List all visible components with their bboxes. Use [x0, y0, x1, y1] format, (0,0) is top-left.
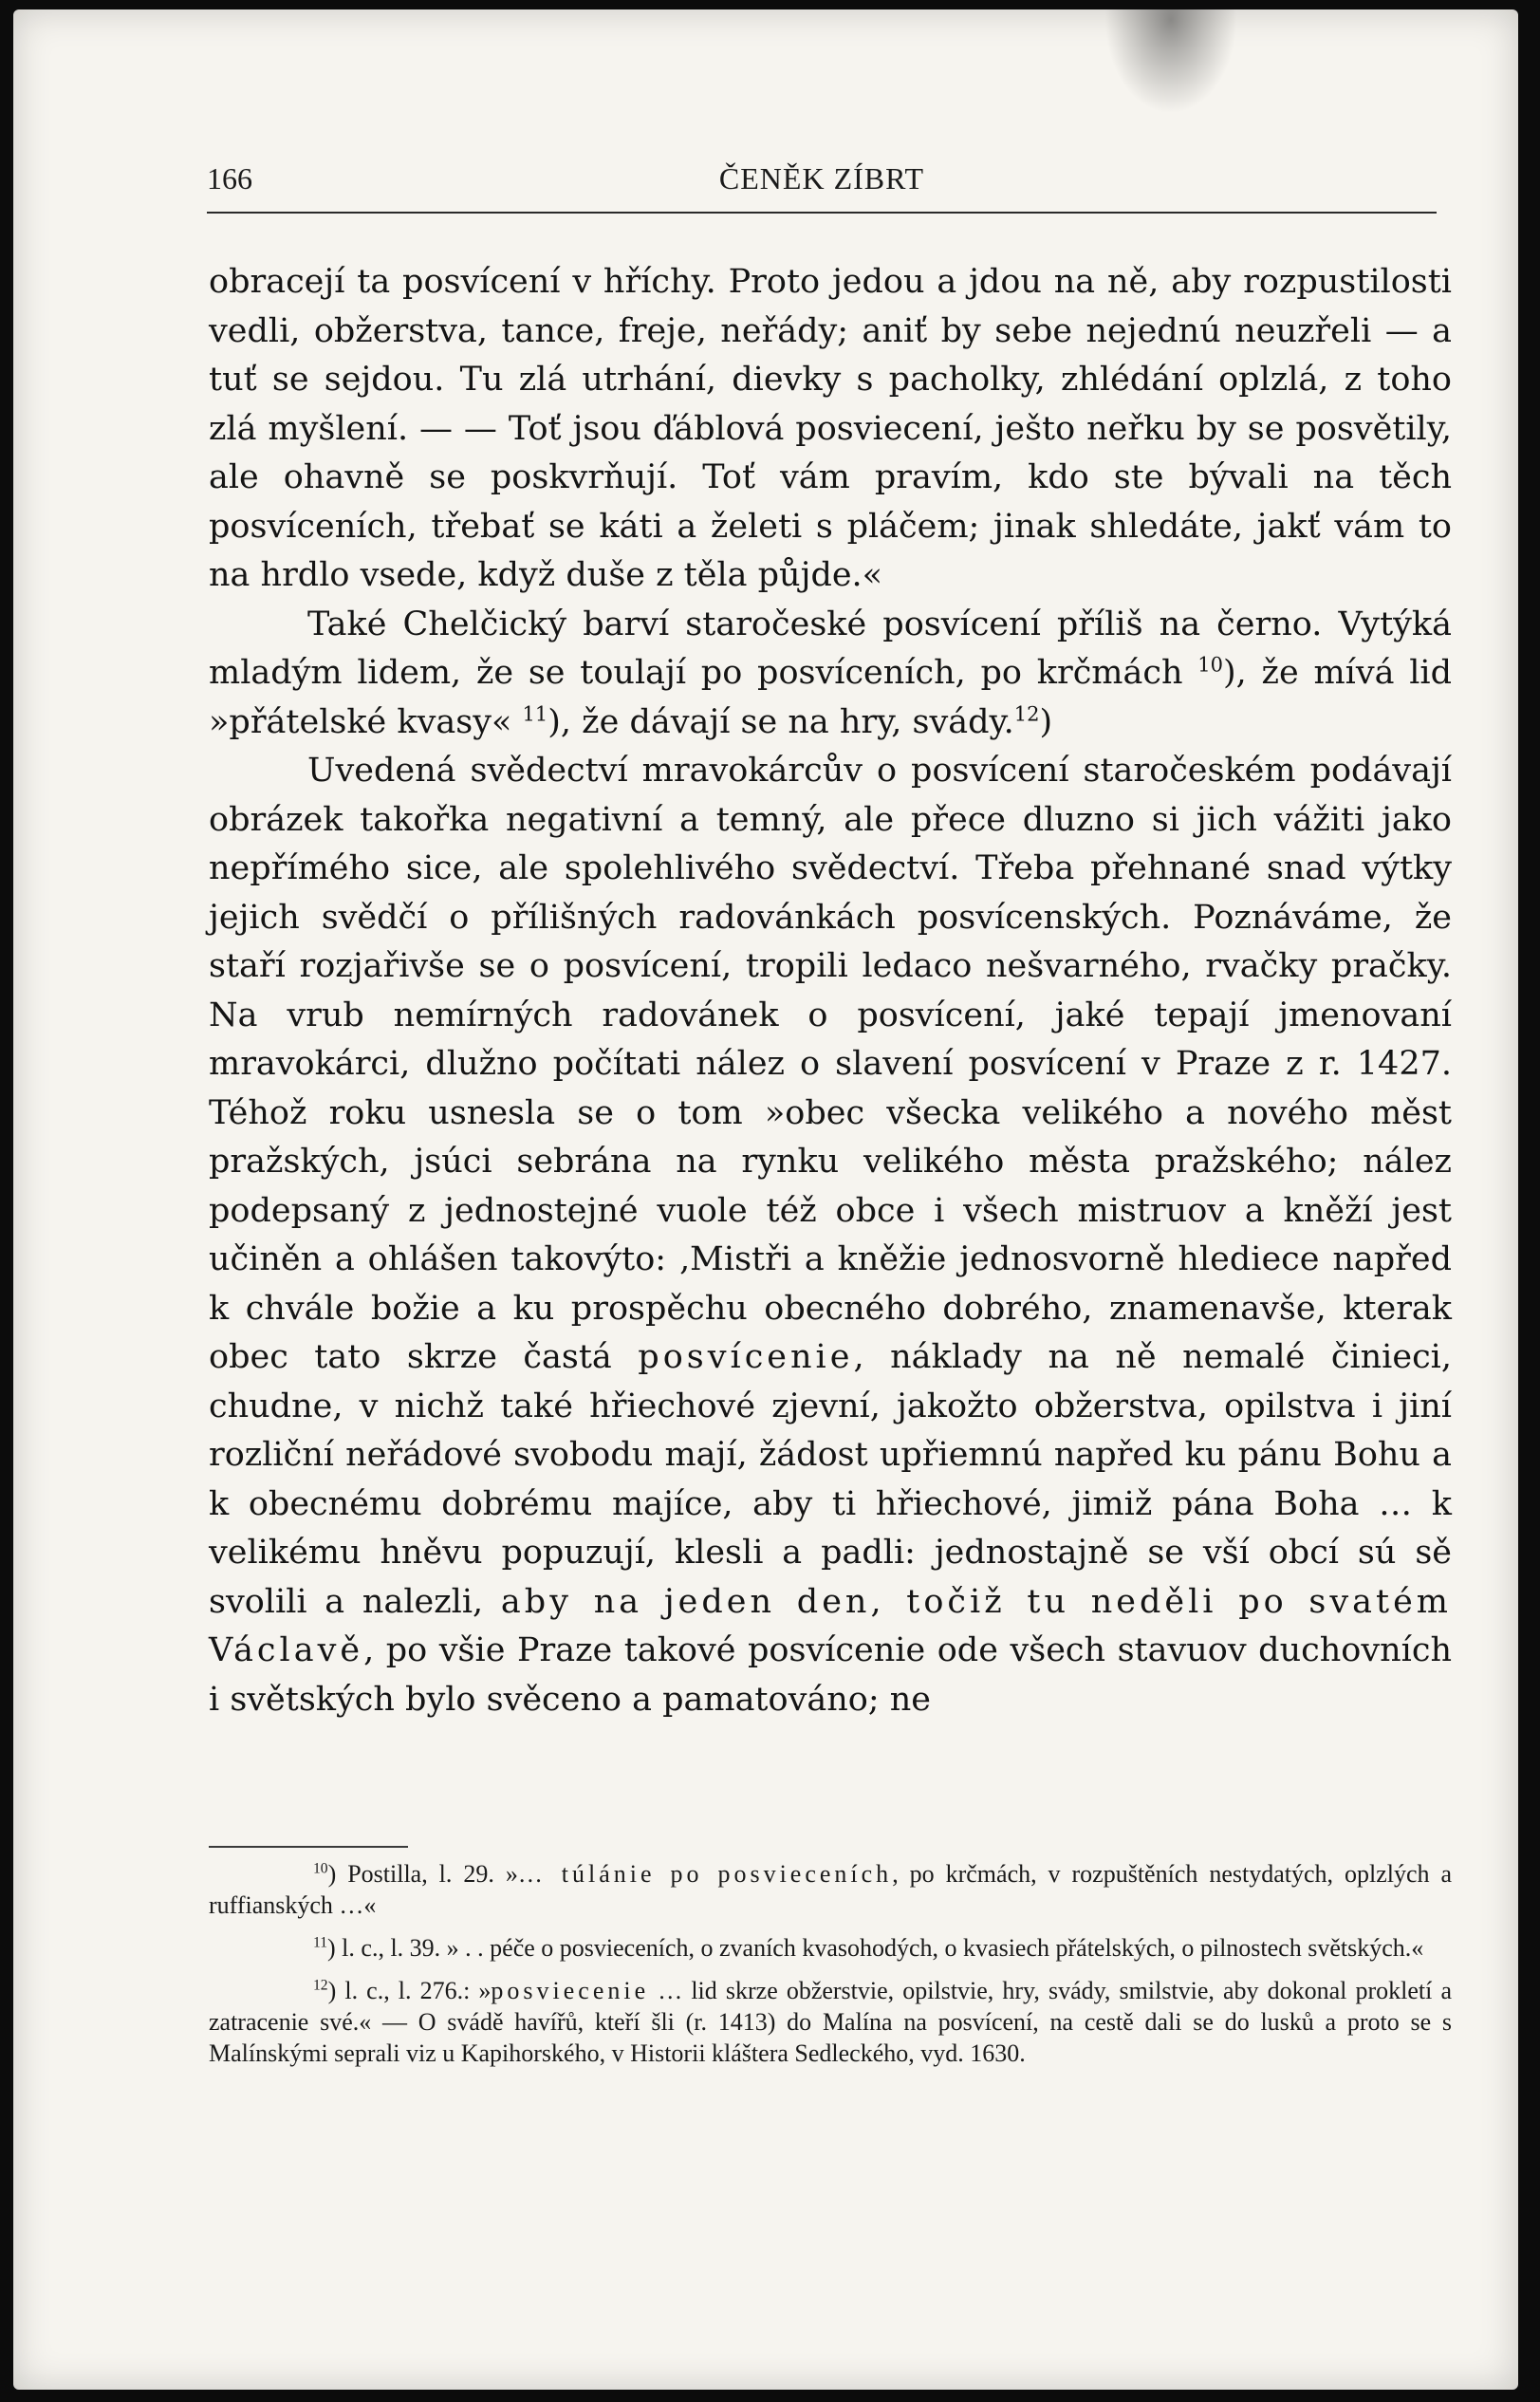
footnote-10-rest: , po krčmách, v rozpuštěních nestydatých, oplzlých a ruffianských …«	[209, 1860, 1452, 1919]
paragraph-2	[209, 601, 1452, 748]
footnote-mark-12: 12	[1013, 701, 1040, 725]
paragraph-2-text-b: ), že mívá lid »přátelské kvasy«	[209, 654, 1453, 741]
scan-smudge	[1104, 9, 1237, 114]
paragraph-3-text-b: , náklady na ně nemalé činieci, chudne, v nichž také hřiechové zjevní, jakožto obžerstva, opilstva i jiní rozliční neřádové svobodu mají, žádost upřiemnú napřed ku pánu Bohu a k obecnému dobrému majíce, aby ti hřiechové, jimiž pána Boha … k velikému hněvu popuzují, klesli a padli: jednostajně se vší obcí sú sě svolili a nalezli,	[209, 1338, 1452, 1621]
footnote-12	[209, 1975, 1452, 2069]
main-text	[209, 258, 1452, 1724]
footnote-10-ref: ) Postilla, l. 29. »	[327, 1860, 518, 1888]
footnote-12-mark: 12	[313, 1977, 328, 1994]
footnote-11-text: ) l. c., l. 39. » . . péče o posvieceních, o zvaních kvasohodých, o kvasiech přátelských, o pilnostech světských.«	[327, 1934, 1424, 1962]
footnote-12-rest: … lid skrze obžerstvie, opilstvie, hry, svády, smilstvie, aby dokonal prokletí a zatracenie své.« — O svádě havířů, kteří šli (r. 1413) do Malína na posvícení, na cestě dali se do lusků a proto se s Malínskými seprali viz u Kapihorského, v Historii kláštera Sedleckého, vyd. 1630.	[209, 1977, 1452, 2067]
paragraph-3-text-c: , po všie Praze takové posvícenie ode všech stavuov duchovních i světských bylo svěceno a pamatováno; ne	[209, 1631, 1452, 1719]
footnote-12-spaced: posviecenie	[491, 1977, 650, 2004]
footnotes	[209, 1858, 1452, 2080]
footnote-mark-10: 10	[1197, 653, 1223, 677]
paragraph-2-text-d: )	[1039, 702, 1053, 741]
paragraph-3-spaced-a: posvícenie	[638, 1338, 854, 1376]
footnote-11-mark: 11	[313, 1934, 328, 1951]
footnote-10-spaced: … túlánie po posvieceních	[517, 1860, 893, 1888]
page-header	[207, 161, 1437, 211]
footnote-12-ref: ) l. c., l. 276.: »	[327, 1977, 492, 2004]
paragraph-2-text-a: Také Chelčický barví staročeské posvícení příliš na černo. Vytýká mladým lidem, že se toulají po posvíceních, po krčmách	[209, 605, 1452, 692]
paragraph-1: obracejí ta posvícení v hříchy. Proto jedou a jdou na ně, aby rozpustilosti vedli, obžerstva, tance, freje, neřády; aniť by sebe nejednú neuzřeli — a tuť se sejdou. Tu zlá utrhání, dievky s pacholky, zhlédání oplzlá, z toho zlá myšlení. — — Toť jsou ďáblová posviecení, ješto neřku by se posvětily, ale ohavně se poskvrňují. Toť vám pravím, kdo ste bývali na těch posvíceních, třebať se káti a želeti s pláčem; jinak shledáte, jakť vám to na hrdlo vsede, když duše z těla půjde.«	[209, 263, 1452, 594]
paragraph-2-text-c: ), že dávají se na hry, svády.	[547, 702, 1014, 741]
paragraph-3-text-a: Uvedená svědectví mravokárcův o posvícení staročeském podávají obrázek takořka negativní a temný, ale přece dluzno si jich vážiti jako nepřímého sice, ale spolehlivého svědectví. Třeba přehnané snad výtky jejich svědčí o přílišných radovánkách posvícenských. Poznáváme, že staří rozjařivše se o posvícení, tropili ledaco nešvarného, rvačky pračky. Na vrub nemírných radovánek o posvícení, jaké tepají jmenovaní mravokárci, dlužno počítati nález o slavení posvícení v Praze z r. 1427. Téhož roku usnesla se o tom »obec všecka velikého a nového měst pražských, jsúci sebrána na rynku velikého města pražského; nález podepsaný z jednostejné vuole též obce i všech mistruov a kněží jest učiněn a ohlášen takovýto: ‚Mistři a kněžie jednosvorně hlediece napřed k chvále božie a ku prospěchu obecného dobrého, znamenavše, kterak obec tato skrze častá	[209, 752, 1452, 1376]
header-rule	[207, 212, 1437, 214]
footnote-mark-11: 11	[522, 701, 548, 725]
paragraph-3-spaced-b: aby na jeden den, točiž tu neděli po svatém Václavě	[209, 1582, 1452, 1669]
footnote-rule	[209, 1846, 408, 1848]
paragraph-3	[209, 747, 1452, 1724]
page-number: 166	[207, 161, 252, 196]
footnote-10-mark: 10	[313, 1860, 328, 1877]
footnote-11	[209, 1932, 1452, 1964]
running-title: ČENĚK ZÍBRT	[718, 161, 925, 196]
footnote-10	[209, 1858, 1452, 1921]
